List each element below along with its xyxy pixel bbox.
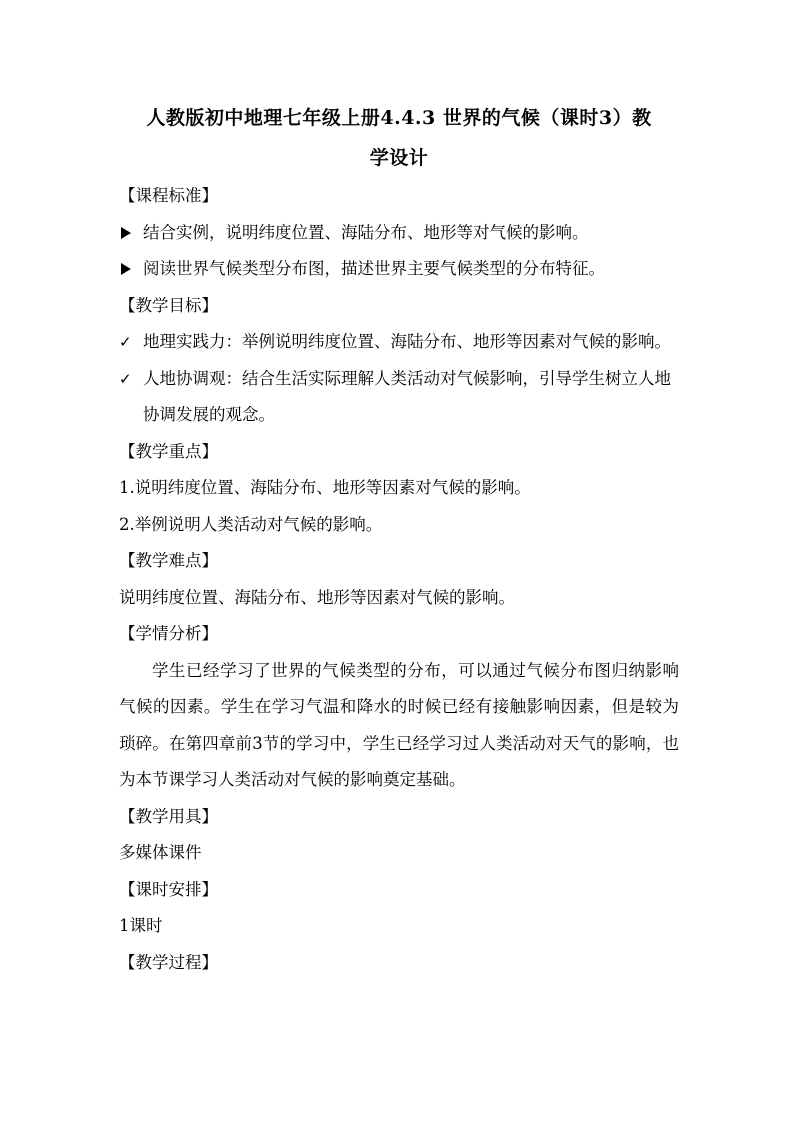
document-title-line-1: 人教版初中地理七年级上册4.4.3 世界的气候（课时3）教 <box>146 107 652 129</box>
learner-analysis-text: 学生已经学习了世界的气候类型的分布，可以通过气候分布图归纳影响气候的因素。学生在学习气温和降水的时候已经有接触影响因素，但是较为琐碎。在第四章前3节的学习中，学生已经学习过人类活动对天气的影响，也为本节课学习人类活动对气候的影响奠定基础。 <box>119 660 679 789</box>
list-item <box>119 251 679 288</box>
document-content <box>119 98 679 981</box>
list-item-text: 阅读世界气候类型分布图，描述世界主要气候类型的分布特征。 <box>143 259 605 278</box>
heading-key-points: 【教学重点】 <box>119 441 218 461</box>
arrow-bullet-icon <box>119 251 139 289</box>
check-bullet-icon: ✓ <box>119 369 132 388</box>
difficulties-text: 说明纬度位置、海陆分布、地形等因素对气候的影响。 <box>119 587 515 607</box>
list-item-text: 结合实例，说明纬度位置、海陆分布、地形等对气候的影响。 <box>143 222 589 242</box>
key-point-item: 2.举例说明人类活动对气候的影响。 <box>119 514 383 534</box>
list-item-text: 地理实践力：举例说明纬度位置、海陆分布、地形等因素对气候的影响。 <box>143 332 671 351</box>
key-point-item: 1.说明纬度位置、海陆分布、地形等因素对气候的影响。 <box>119 478 531 497</box>
teaching-tools-text: 多媒体课件 <box>119 843 202 862</box>
heading-curriculum-standard: 【课程标准】 <box>119 186 218 205</box>
heading-teaching-objectives: 【教学目标】 <box>119 295 218 315</box>
arrow-bullet-icon <box>119 215 139 253</box>
schedule-text: 1课时 <box>119 916 163 935</box>
list-item <box>119 361 679 434</box>
list-item <box>119 324 679 361</box>
list-item-text: 人地协调观：结合生活实际理解人类活动对气候影响，引导学生树立人地协调发展的观念。 <box>143 368 671 424</box>
heading-teaching-process: 【教学过程】 <box>119 952 218 972</box>
document-title-line-2: 学设计 <box>369 147 429 169</box>
list-item <box>119 215 679 252</box>
heading-difficulties: 【教学难点】 <box>119 551 218 570</box>
heading-learner-analysis: 【学情分析】 <box>119 624 218 643</box>
heading-teaching-tools: 【教学用具】 <box>119 806 218 826</box>
check-bullet-icon: ✓ <box>119 333 132 351</box>
heading-schedule: 【课时安排】 <box>119 879 218 899</box>
